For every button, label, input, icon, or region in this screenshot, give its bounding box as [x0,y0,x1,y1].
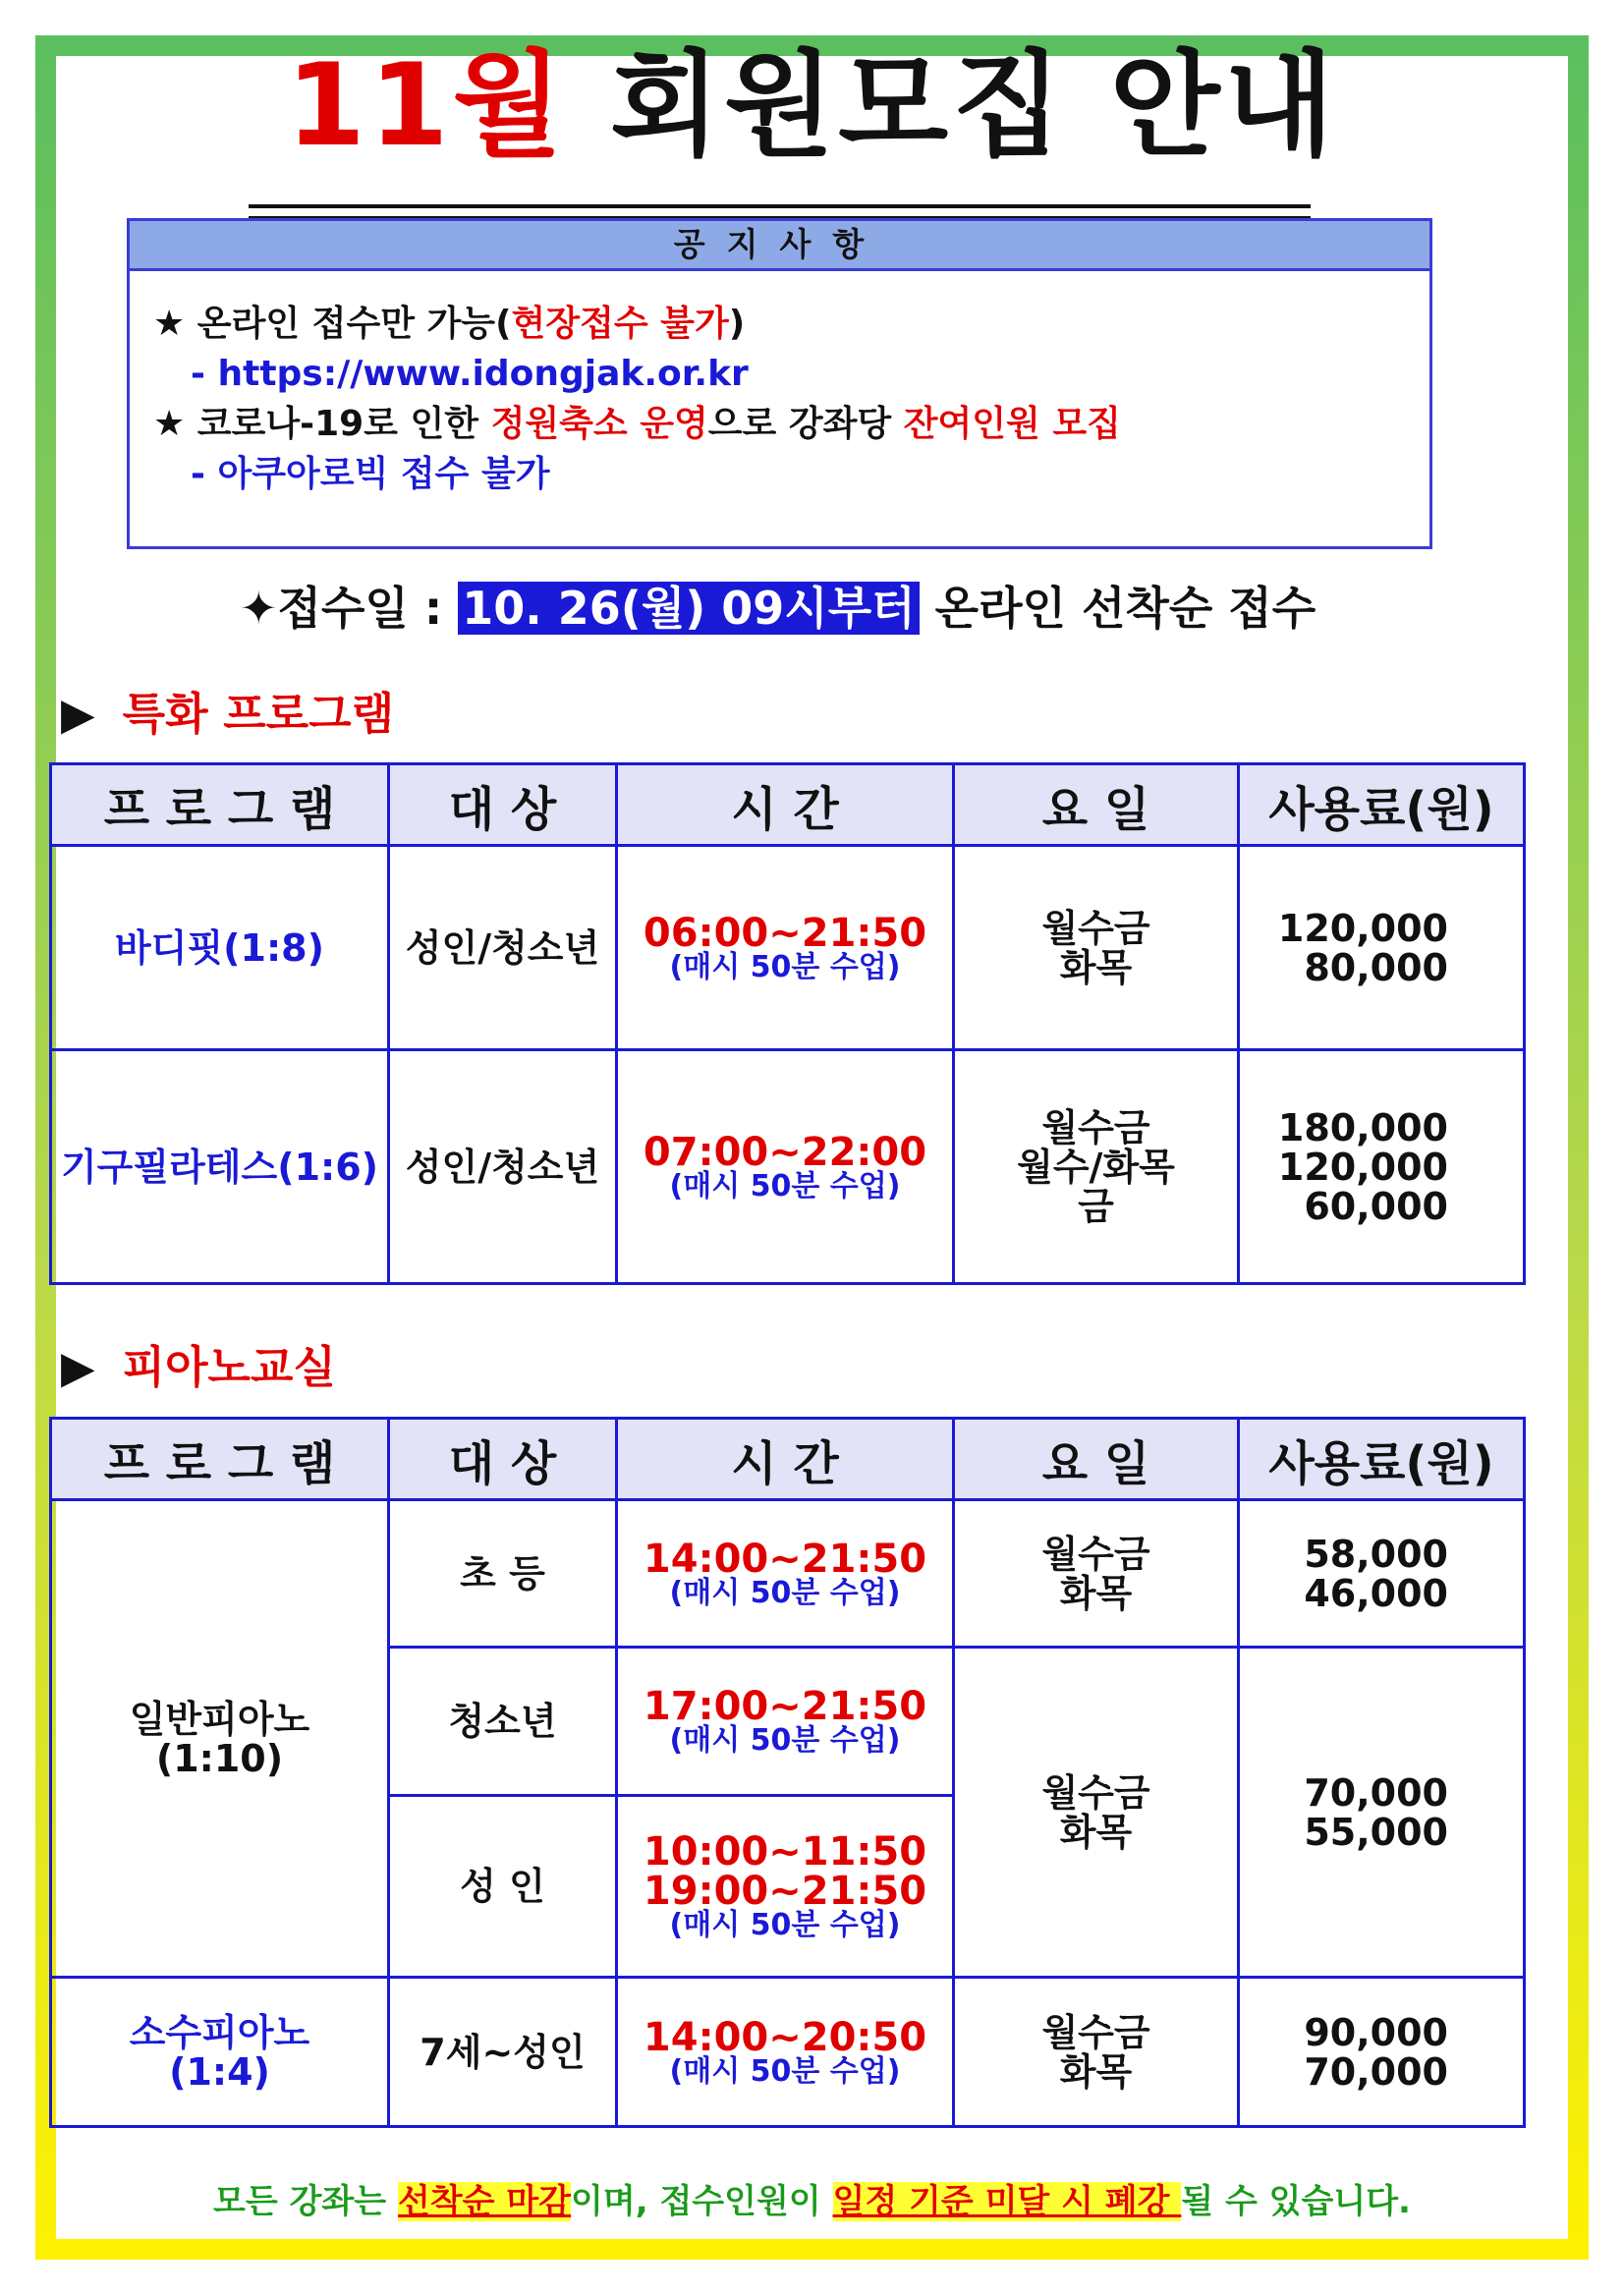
time-cell: 14:00~20:50 (매시 50분 수업) [617,1978,954,2127]
header-time: 시 간 [617,764,954,846]
header-fee: 사용료(원) [1239,764,1525,846]
target: 초 등 [389,1500,617,1648]
title-text: 회원모집 안내 [610,39,1338,172]
table-row [51,1050,1525,1284]
notice-body [130,271,1429,499]
target: 성인/청소년 [389,846,617,1050]
table-header-row [51,764,1525,846]
target: 성인/청소년 [389,1050,617,1284]
time-cell: 17:00~21:50 (매시 50분 수업) [617,1648,954,1796]
notice-line-4: - 아쿠아로빅 접수 불가 [191,454,550,494]
notice-link[interactable]: - https://www.idongjak.or.kr [191,354,749,394]
notice-header: 공지사항 [130,221,1429,271]
title-underline-top [249,204,1311,208]
fee-cell: 58,000 46,000 [1239,1500,1525,1648]
triangle-icon: ▶ [61,1341,95,1393]
target: 성 인 [389,1796,617,1978]
header-program: 프 로 그 램 [51,764,389,846]
section-piano [61,1331,336,1395]
fee-cell: 70,000 55,000 [1239,1648,1525,1978]
notice-line-1: ★ 온라인 접수만 가능(현장접수 불가) [153,304,746,344]
table-row [51,1500,1525,1648]
target: 7세~성인 [389,1978,617,2127]
time-cell: 14:00~21:50 (매시 50분 수업) [617,1500,954,1648]
header-fee: 사용료(원) [1239,1419,1525,1500]
time-cell: 06:00~21:50 (매시 50분 수업) [617,846,954,1050]
days-cell: 월수금 월수/화목 금 [954,1050,1239,1284]
footer-highlight-2: 일정 기준 미달 시 폐강 [832,2182,1182,2221]
days-cell: 월수금 화목 [954,1978,1239,2127]
program-name: 바디핏(1:8) [51,846,389,1050]
receipt-date-line [240,573,1316,638]
notice-line-3: ★ 코로나-19로 인한 정원축소 운영으로 강좌당 잔여인원 모집 [153,404,1121,444]
header-days: 요 일 [954,1419,1239,1500]
page-title [0,39,1624,172]
days-cell: 월수금 화목 [954,1648,1239,1978]
time-cell: 07:00~22:00 (매시 50분 수업) [617,1050,954,1284]
footer-note: 모든 강좌는 선착순 마감이며, 접수인원이 일정 기준 미달 시 폐강 될 수 있습니다. [213,2182,1411,2221]
receipt-label: ✦접수일 : [240,582,459,635]
section-title: 피아노교실 [122,1341,336,1393]
program-name: 일반피아노 (1:10) [51,1500,389,1978]
header-days: 요 일 [954,764,1239,846]
triangle-icon: ▶ [61,688,95,740]
table-row [51,846,1525,1050]
fee-cell: 120,000 80,000 [1239,846,1525,1050]
fee-cell: 90,000 70,000 [1239,1978,1525,2127]
time-cell: 10:00~11:50 19:00~21:50 (매시 50분 수업) [617,1796,954,1978]
days-cell: 월수금 화목 [954,1500,1239,1648]
header-target: 대 상 [389,764,617,846]
program-name: 소수피아노 (1:4) [51,1978,389,2127]
target: 청소년 [389,1648,617,1796]
table-header-row [51,1419,1525,1500]
header-time: 시 간 [617,1419,954,1500]
receipt-date: 10. 26(월) 09시부터 [458,582,919,635]
header-target: 대 상 [389,1419,617,1500]
days-cell: 월수금 화목 [954,846,1239,1050]
piano-table [49,1417,1526,2128]
footer-highlight-1: 선착순 마감 [397,2182,572,2221]
title-month: 11월 [286,39,567,172]
section-special-program [61,678,394,742]
notice-box [127,218,1432,549]
table-row [51,1978,1525,2127]
program-name: 기구필라테스(1:6) [51,1050,389,1284]
special-program-table [49,762,1526,1285]
section-title: 특화 프로그램 [122,688,395,740]
fee-cell: 180,000 120,000 60,000 [1239,1050,1525,1284]
header-program: 프 로 그 램 [51,1419,389,1500]
receipt-rest: 온라인 선착순 접수 [919,582,1316,635]
